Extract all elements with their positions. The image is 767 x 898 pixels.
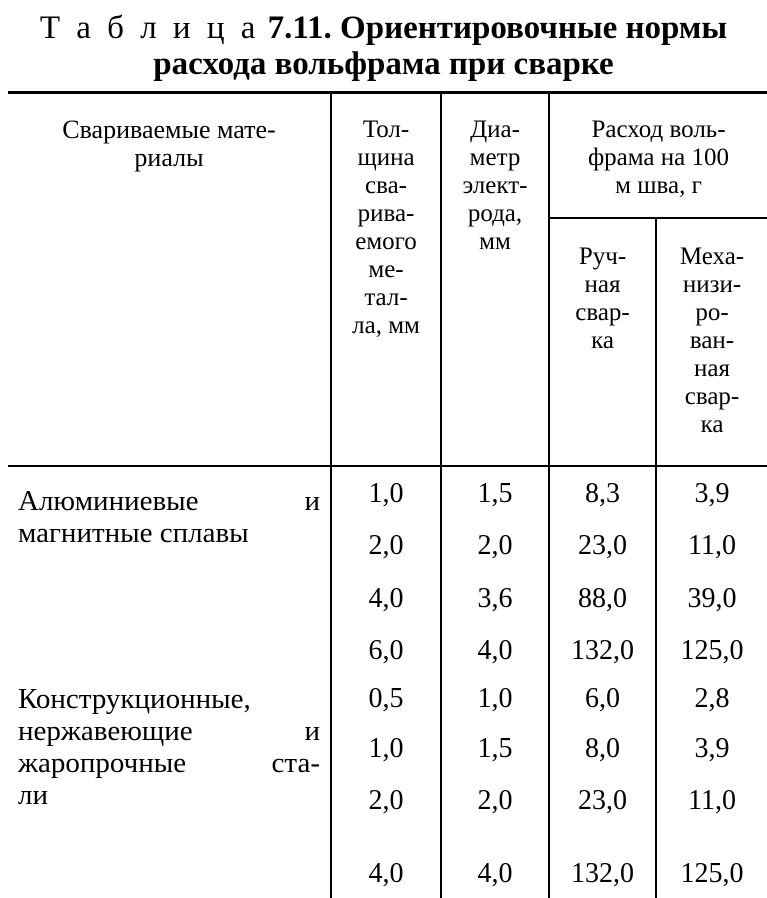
header-manual-welding bbox=[550, 243, 655, 355]
header-line: ро- bbox=[695, 299, 729, 326]
header-thickness bbox=[332, 116, 440, 340]
value-cell-mechanized: 11,0 bbox=[688, 785, 736, 816]
header-line: риалы bbox=[134, 143, 204, 172]
table-caption-text: 7.11. Ориентировочные нормы bbox=[267, 10, 728, 46]
material-cell bbox=[18, 485, 320, 549]
material-line: магнитные сплавы bbox=[18, 517, 249, 549]
value-cell-manual: 132,0 bbox=[571, 635, 634, 666]
header-line: Тол- bbox=[362, 116, 410, 143]
value-cell-thickness: 2,0 bbox=[368, 530, 404, 561]
value-cell-manual: 132,0 bbox=[571, 858, 634, 889]
header-line: емого bbox=[355, 228, 417, 255]
value-cell-thickness: 2,0 bbox=[368, 785, 404, 816]
header-line: ка bbox=[591, 327, 614, 354]
value-cell-diameter: 4,0 bbox=[477, 858, 513, 889]
table-title-line-2: расхода вольфрама при сварке bbox=[153, 46, 614, 82]
header-line: ла, мм bbox=[352, 312, 420, 339]
value-cell-mechanized: 11,0 bbox=[688, 530, 736, 561]
header-diameter bbox=[442, 116, 548, 256]
value-cell-diameter: 4,0 bbox=[477, 635, 513, 666]
header-line: свар- bbox=[575, 299, 630, 326]
value-cell-thickness: 1,0 bbox=[368, 478, 404, 509]
header-sub-rule bbox=[549, 217, 767, 219]
value-cell-thickness: 1,0 bbox=[368, 733, 404, 764]
header-line: мм bbox=[479, 228, 511, 255]
header-line: ван- bbox=[689, 327, 735, 354]
material-line: Конструкционные, bbox=[18, 683, 251, 715]
header-mechanized-welding bbox=[657, 243, 767, 439]
header-line: тал- bbox=[364, 284, 408, 311]
value-cell-mechanized: 125,0 bbox=[680, 858, 744, 889]
value-cell-manual: 8,0 bbox=[585, 733, 620, 764]
header-consumption bbox=[550, 116, 767, 200]
value-cell-diameter: 2,0 bbox=[477, 785, 513, 816]
value-cell-manual: 8,3 bbox=[585, 478, 620, 509]
header-line: ме- bbox=[368, 256, 404, 283]
header-line: рода, bbox=[467, 200, 523, 227]
header-line: Расход воль- bbox=[591, 116, 726, 143]
header-line: фрама на 100 bbox=[587, 144, 729, 171]
header-line: щина bbox=[357, 144, 415, 171]
material-line: Алюминиевые и bbox=[18, 485, 320, 517]
header-line: ная bbox=[584, 271, 621, 298]
value-cell-manual: 23,0 bbox=[578, 785, 627, 816]
value-cell-thickness: 6,0 bbox=[368, 635, 404, 666]
material-line: ли bbox=[18, 779, 48, 811]
header-line: метр bbox=[469, 144, 521, 171]
header-line: свар- bbox=[684, 383, 740, 410]
material-cell bbox=[18, 683, 320, 811]
value-cell-mechanized: 3,9 bbox=[694, 478, 730, 509]
value-cell-thickness: 4,0 bbox=[368, 583, 404, 614]
value-cell-diameter: 1,5 bbox=[477, 733, 513, 764]
header-line: Диа- bbox=[470, 116, 520, 143]
value-cell-mechanized: 125,0 bbox=[680, 635, 744, 666]
header-line: рива- bbox=[357, 200, 415, 227]
header-bottom-rule bbox=[8, 465, 767, 467]
header-line: ная bbox=[694, 355, 730, 382]
table-title-line-1 bbox=[0, 10, 767, 46]
material-line: жаропрочные ста- bbox=[18, 747, 320, 779]
value-cell-mechanized: 2,8 bbox=[694, 683, 730, 714]
header-line: Руч- bbox=[578, 243, 627, 270]
table-top-rule bbox=[8, 91, 767, 94]
header-line: Свариваемые мате- bbox=[62, 115, 276, 144]
value-cell-manual: 6,0 bbox=[585, 683, 620, 714]
header-line: м шва, г bbox=[615, 172, 702, 199]
header-line: Меха- bbox=[679, 243, 745, 270]
value-cell-diameter: 1,0 bbox=[477, 683, 513, 714]
header-material bbox=[14, 116, 324, 172]
header-line: элект- bbox=[462, 172, 528, 199]
value-cell-thickness: 4,0 bbox=[368, 858, 404, 889]
value-cell-mechanized: 3,9 bbox=[694, 733, 730, 764]
value-cell-diameter: 1,5 bbox=[477, 478, 513, 509]
material-line: нержавеющие и bbox=[18, 715, 320, 747]
table-caption-label: Т а б л и ц а bbox=[39, 10, 260, 46]
header-line: ка bbox=[700, 411, 724, 438]
value-cell-mechanized: 39,0 bbox=[687, 583, 737, 614]
value-cell-manual: 88,0 bbox=[578, 583, 627, 614]
value-cell-diameter: 3,6 bbox=[477, 583, 513, 614]
value-cell-diameter: 2,0 bbox=[477, 530, 513, 561]
value-cell-thickness: 0,5 bbox=[368, 683, 404, 714]
header-line: низи- bbox=[682, 271, 742, 298]
header-line: сва- bbox=[365, 172, 407, 199]
value-cell-manual: 23,0 bbox=[578, 530, 627, 561]
